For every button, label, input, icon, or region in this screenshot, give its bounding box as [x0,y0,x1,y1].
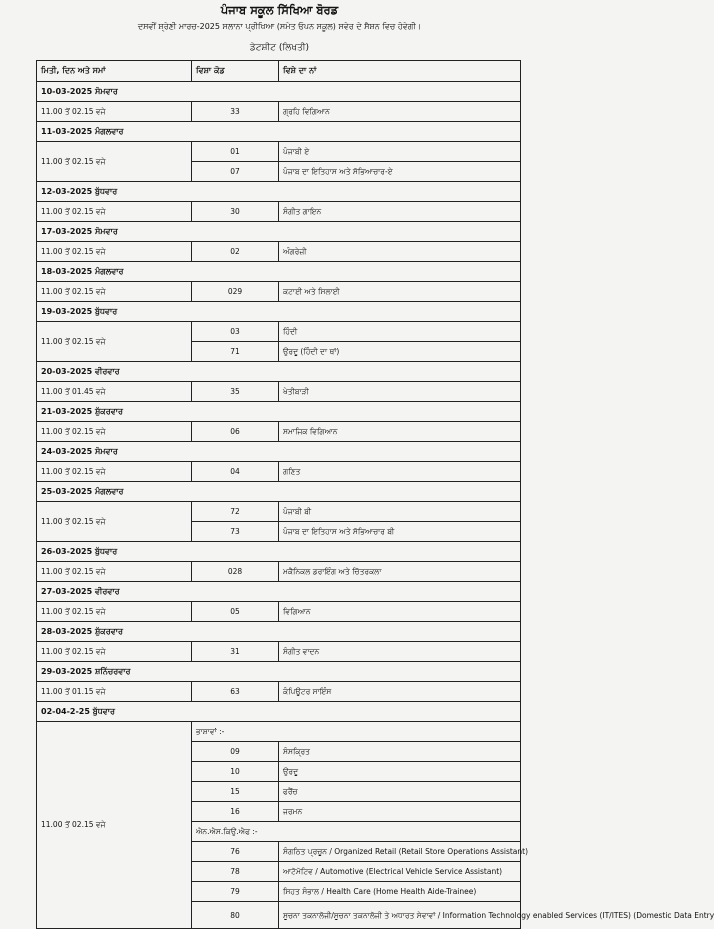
subject-code: 04 [192,462,279,482]
subject-name: ਸੰਗਠਿਤ ਪ੍ਰਚੂਨ / Organized Retail (Retail Store Operations Assistant) [279,842,521,862]
subject-row [37,242,521,262]
subject-code: 03 [192,322,279,342]
date-row [37,442,521,462]
subject-name: ਉਰਦੂ (ਹਿੰਦੀ ਦਾ ਥਾਂ) [279,342,521,362]
subject-code: 72 [192,502,279,522]
subject-code: 76 [192,842,279,862]
subject-code: 31 [192,642,279,662]
subject-row [37,602,521,622]
subject-name: ਆਟੋਮੋਟਿਵ / Automotive (Electrical Vehicle Service Assistant) [279,862,521,882]
exam-date: 17-03-2025 ਸੋਮਵਾਰ [37,222,521,242]
exam-time: 11.00 ਤੋਂ 02.15 ਵਜੇ [37,422,192,442]
exam-date: 28-03-2025 ਸ਼ੁੱਕਰਵਾਰ [37,622,521,642]
column-header-subject: ਵਿਸ਼ੇ ਦਾ ਨਾਂ [279,61,521,82]
subject-name: ਗਣਿਤ [279,462,521,482]
subject-name: ਮਕੈਨਿਕਲ ਡਰਾਇੰਗ ਅਤੇ ਚਿੱਤਰਕਲਾ [279,562,521,582]
date-row [37,262,521,282]
subject-name: ਪੰਜਾਬ ਦਾ ਇਤਿਹਾਸ ਅਤੇ ਸੱਭਿਆਚਾਰ-ਏ [279,162,521,182]
subject-code: 63 [192,682,279,702]
exam-time: 11.00 ਤੋਂ 02.15 ਵਜੇ [37,562,192,582]
nsqf-group-label: ਐਨ.ਐਸ.ਕਿਉ.ਐਫ :- [192,822,521,842]
exam-time: 11.00 ਤੋਂ 02.15 ਵਜੇ [37,642,192,662]
subject-code: 05 [192,602,279,622]
subject-name: ਕਟਾਈ ਅਤੇ ਸਿਲਾਈ [279,282,521,302]
exam-date: 12-03-2025 ਬੁੱਧਵਾਰ [37,182,521,202]
exam-date: 29-03-2025 ਸ਼ਨਿੱਚਰਵਾਰ [37,662,521,682]
date-row [37,702,521,722]
exam-time: 11.00 ਤੋਂ 02.15 ਵਜੇ [37,722,192,929]
exam-time: 11.00 ਤੋਂ 02.15 ਵਜੇ [37,202,192,222]
subject-code: 80 [192,902,279,929]
exam-time: 11.00 ਤੋਂ 02.15 ਵਜੇ [37,502,192,542]
subject-name: ਉਰਦੂ [279,762,521,782]
date-row [37,582,521,602]
datesheet-table [36,60,714,929]
subject-name: ਹਿੰਦੀ [279,322,521,342]
subject-code: 028 [192,562,279,582]
subject-name: ਸੰਸਕ੍ਰਿਤ [279,742,521,762]
subject-row [37,142,521,162]
subject-name: ਕੰਪਿਊਟਰ ਸਾਇੰਸ [279,682,521,702]
subject-name: ਵਿਗਿਆਨ [279,602,521,622]
subject-row [37,322,521,342]
subject-code: 16 [192,802,279,822]
exam-time: 11.00 ਤੋਂ 02.15 ਵਜੇ [37,462,192,482]
table-body [37,82,714,929]
subject-code: 029 [192,282,279,302]
exam-date: 02-04-2-25 ਬੁੱਧਵਾਰ [37,702,521,722]
exam-time: 11.00 ਤੋਂ 02.15 ਵਜੇ [37,142,192,182]
subject-row [37,502,521,522]
subject-code: 10 [192,762,279,782]
subject-code: 01 [192,142,279,162]
exam-date: 20-03-2025 ਵੀਰਵਾਰ [37,362,521,382]
date-row [37,82,521,102]
languages-group-label: ਭਾਸ਼ਾਵਾਂ :- [192,722,521,742]
subject-row [37,562,521,582]
subject-name: ਅੰਗਰੇਜ਼ੀ [279,242,521,262]
subject-code: 09 [192,742,279,762]
subject-name: ਪੰਜਾਬੀ ਏ [279,142,521,162]
subject-row [37,682,521,702]
subject-code: 15 [192,782,279,802]
exam-date: 27-03-2025 ਵੀਰਵਾਰ [37,582,521,602]
column-header-code: ਵਿਸ਼ਾ ਕੋਡ [192,61,279,82]
exam-date: 11-03-2025 ਮੰਗਲਵਾਰ [37,122,521,142]
subject-code: 30 [192,202,279,222]
exam-date: 25-03-2025 ਮੰਗਲਵਾਰ [37,482,521,502]
subject-name: ਸਮਾਜਿਕ ਵਿਗਿਆਨ [279,422,521,442]
subject-code: 78 [192,862,279,882]
date-row [37,482,521,502]
date-row [37,122,521,142]
subject-name: ਫਰੈਂਚ [279,782,521,802]
subject-code: 71 [192,342,279,362]
subject-code: 02 [192,242,279,262]
subject-name: ਸਿਹਤ ਸੰਭਾਲ / Health Care (Home Health Aide-Trainee) [279,882,521,902]
subject-code: 07 [192,162,279,182]
exam-date: 18-03-2025 ਮੰਗਲਵਾਰ [37,262,521,282]
subject-name: ਸੰਗੀਤ ਗਾਇਨ [279,202,521,222]
subject-name: ਪੰਜਾਬ ਦਾ ਇਤਿਹਾਸ ਅਤੇ ਸੱਭਿਆਚਾਰ ਬੀ [279,522,521,542]
subject-row [37,382,521,402]
sheet-type: ਡੇਟਸ਼ੀਟ (ਲਿਖਤੀ) [249,43,310,53]
exam-time: 11.00 ਤੋਂ 02.15 ਵਜੇ [37,322,192,362]
subject-row [37,642,521,662]
date-row [37,542,521,562]
exam-time: 11.00 ਤੋਂ 01.15 ਵਜੇ [37,682,192,702]
exam-date: 10-03-2025 ਸੋਮਵਾਰ [37,82,521,102]
subject-code: 06 [192,422,279,442]
subject-code: 35 [192,382,279,402]
subject-row [37,462,521,482]
column-header-datetime: ਮਿਤੀ, ਦਿਨ ਅਤੇ ਸਮਾਂ [37,61,192,82]
date-row [37,302,521,322]
exam-date: 24-03-2025 ਸੋਮਵਾਰ [37,442,521,462]
subject-row [37,422,521,442]
subject-code: 73 [192,522,279,542]
exam-time: 11.00 ਤੋਂ 02.15 ਵਜੇ [37,602,192,622]
exam-date: 19-03-2025 ਬੁੱਧਵਾਰ [37,302,521,322]
subject-name: ਜਰਮਨ [279,802,521,822]
date-row [37,402,521,422]
date-row [37,362,521,382]
exam-time: 11.00 ਤੋਂ 02.15 ਵਜੇ [37,102,192,122]
subject-name: ਪੰਜਾਬੀ ਬੀ [279,502,521,522]
subject-name: ਸੂਚਨਾ ਤਕਨਾਲੋਜੀ/ਸੂਚਨਾ ਤਕਨਾਲੋਜੀ ਤੇ ਅਧਾਰਤ ਸੇਵਾਵਾਂ / Information Technology enabled Services (IT/ITES) (Domestic Data Entry [279,902,521,929]
exam-time: 11.00 ਤੋਂ 02.15 ਵਜੇ [37,282,192,302]
exam-date: 21-03-2025 ਸ਼ੁੱਕਰਵਾਰ [37,402,521,422]
date-row [37,182,521,202]
subject-row [37,282,521,302]
exam-time: 11.00 ਤੋਂ 01.45 ਵਜੇ [37,382,192,402]
board-title: ਪੰਜਾਬ ਸਕੂਲ ਸਿੱਖਿਆ ਬੋਰਡ [220,3,339,17]
subject-name: ਖੇਤੀਬਾੜੀ [279,382,521,402]
exam-date: 26-03-2025 ਬੁੱਧਵਾਰ [37,542,521,562]
exam-subtitle: ਦਸਵੀਂ ਸ਼੍ਰੇਣੀ ਮਾਰਚ-2025 ਸਲਾਨਾ ਪ੍ਰੀਖਿਆ (ਸਮੇਤ ਓਪਨ ਸਕੂਲ) ਸਵੇਰ ਦੇ ਸੈਸ਼ਨ ਵਿਚ ਹੋਵੇਗੀ। [137,22,422,31]
subject-code: 33 [192,102,279,122]
date-row [37,622,521,642]
subject-name: ਗ੍ਰਹਿ ਵਿਗਿਆਨ [279,102,521,122]
date-row [37,222,521,242]
table-header-row [37,61,521,82]
subject-row [37,102,521,122]
subject-code: 79 [192,882,279,902]
date-row [37,662,521,682]
subject-row [37,202,521,222]
subject-name: ਸੰਗੀਤ ਵਾਦਨ [279,642,521,662]
group-header-row [37,722,521,742]
exam-time: 11.00 ਤੋਂ 02.15 ਵਜੇ [37,242,192,262]
